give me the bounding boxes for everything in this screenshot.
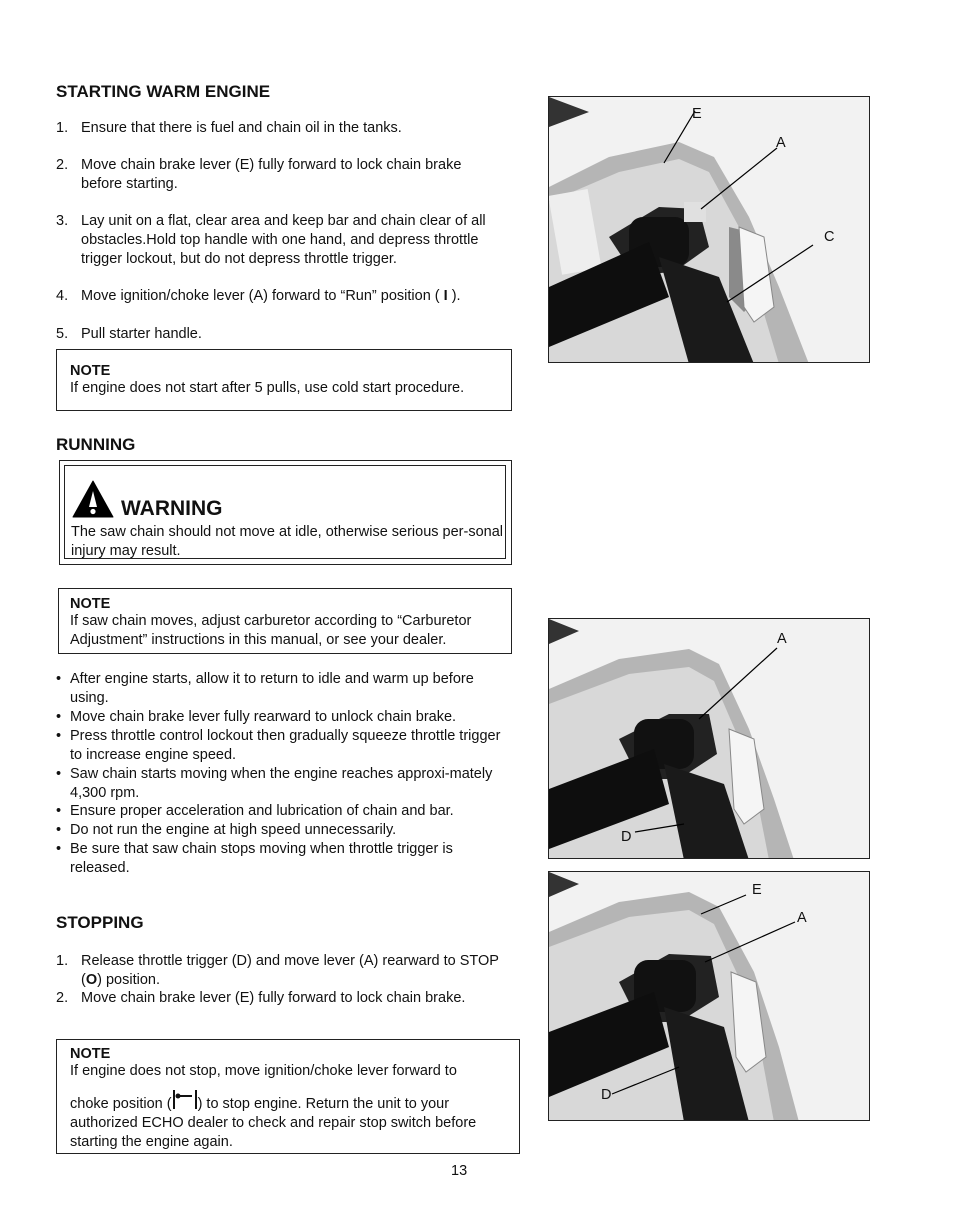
callout-label-e: E [752, 882, 762, 898]
note-title: NOTE [70, 1046, 111, 1062]
stop-step-1: 1. Release throttle trigger (D) and move lever (A) rearward to STOP (O) position. [56, 953, 499, 988]
choke-symbol-icon [172, 1088, 198, 1110]
warning-text: The saw chain should not move at idle, otherwise serious per-sonal injury may result. [71, 524, 504, 559]
running-bullet: • Press throttle control lockout then gradually squeeze throttle trigger to increase engine speed. [56, 728, 501, 763]
running-bullet: • After engine starts, allow it to return to idle and warm up before using. [56, 671, 474, 706]
running-bullet: • Saw chain starts moving when the engine reaches approxi-mately 4,300 rpm. [56, 766, 493, 801]
page-number: 13 [451, 1163, 468, 1179]
section-heading-warm: STARTING WARM ENGINE [56, 82, 271, 101]
warning-title: WARNING [121, 497, 223, 520]
photo-controls-running [548, 618, 870, 859]
chainsaw-handle-illustration [549, 97, 870, 363]
note-text: If engine does not start after 5 pulls, use cold start procedure. [70, 380, 465, 396]
running-bullet: • Do not run the engine at high speed unnecessarily. [56, 822, 397, 838]
callout-label-c: C [824, 229, 835, 245]
callout-label-e: E [692, 106, 702, 122]
running-bullet: • Be sure that saw chain stops moving when throttle trigger is released. [56, 841, 453, 876]
callout-label-a: A [777, 631, 787, 647]
callout-label-a: A [797, 910, 807, 926]
step-5: 5. Pull starter handle. [56, 326, 202, 342]
note-title: NOTE [70, 596, 111, 612]
note-text: If saw chain moves, adjust carburetor according to “Carburetor Adjustment” instructions in this manual, or see your dealer. [70, 613, 472, 648]
callout-label-d: D [621, 829, 632, 845]
step-3: 3. Lay unit on a flat, clear area and keep bar and chain clear of all obstacles.Hold top handle with one hand, and depress throttle trigger lockout, but do not depress throttle trigger. [56, 213, 486, 267]
warning-box-inner [64, 465, 506, 559]
callout-label-a: A [776, 135, 786, 151]
step-1: 1. Ensure that there is fuel and chain oil in the tanks. [56, 120, 402, 136]
stop-step-2: 2. Move chain brake lever (E) fully forward to lock chain brake. [56, 990, 466, 1006]
section-heading-running: RUNNING [56, 435, 136, 454]
warning-box-outer [59, 460, 512, 565]
note-box-stopping: NOTE If engine does not stop, move ignition/choke lever forward to choke position ( ) to stop engine. Return the unit to your authorized ECHO dealer to check and repair stop switch before starting the engine again. [56, 1039, 520, 1154]
callout-label-d: D [601, 1087, 612, 1103]
running-bullet: • Ensure proper acceleration and lubrication of chain and bar. [56, 803, 454, 819]
photo-controls-warm-start [548, 96, 870, 363]
chainsaw-handle-illustration [549, 872, 870, 1121]
chainsaw-handle-illustration [549, 619, 870, 859]
running-bullet: • Move chain brake lever fully rearward to unlock chain brake. [56, 709, 457, 725]
photo-controls-stopping [548, 871, 870, 1121]
step-2: 2. Move chain brake lever (E) fully forward to lock chain brake before starting. [56, 157, 462, 192]
warning-triangle-icon [72, 480, 114, 518]
step-4: 4. Move ignition/choke lever (A) forward to “Run” position ( I ). [56, 288, 461, 304]
note-box-warm [56, 349, 512, 411]
section-heading-stopping: STOPPING [56, 913, 144, 932]
note-title: NOTE [70, 363, 111, 379]
note-box-running [58, 588, 512, 654]
